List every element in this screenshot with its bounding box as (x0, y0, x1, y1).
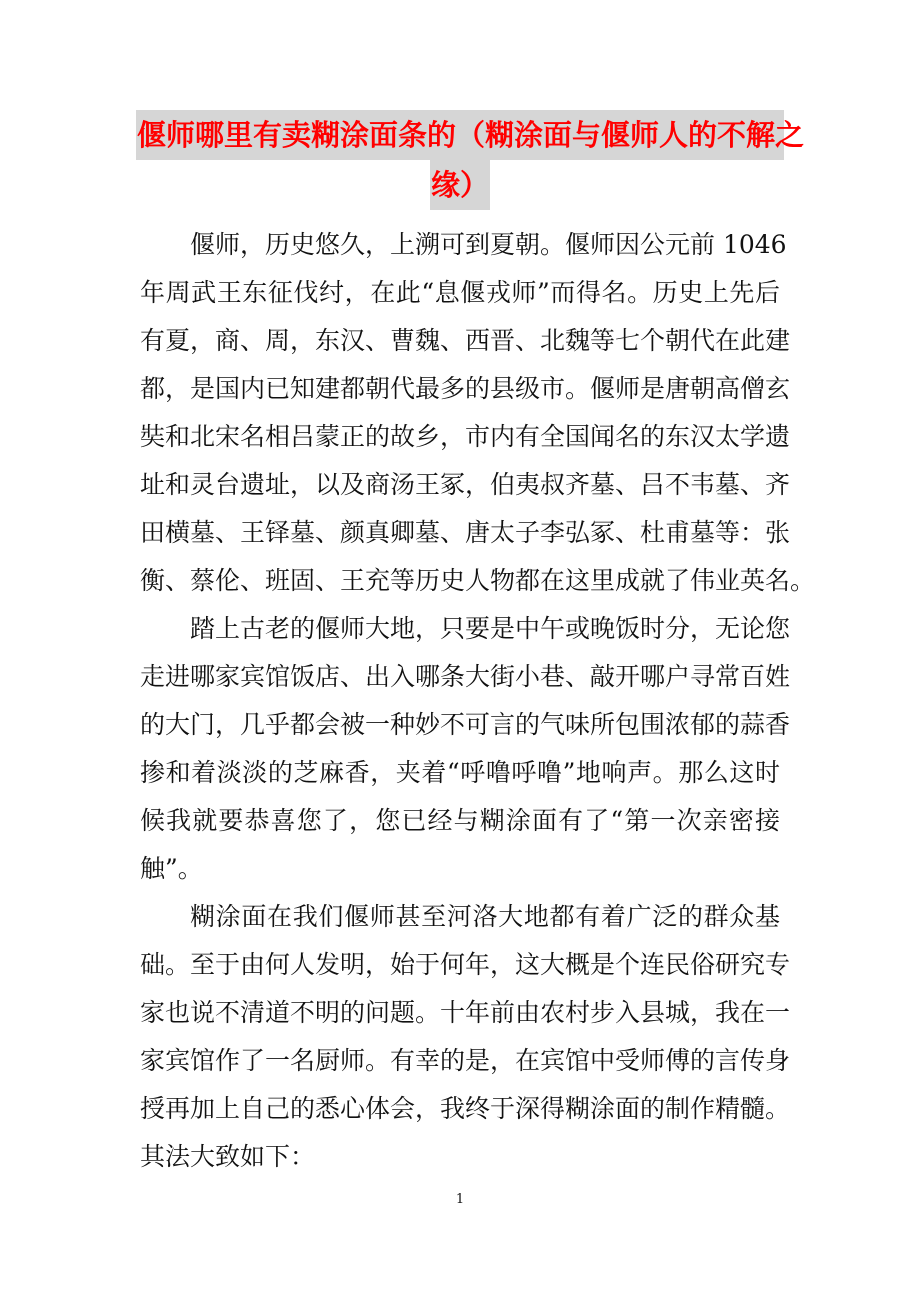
paragraph-line: 衡、蔡伦、班固、王充等历史人物都在这里成就了伟业英名。 (140, 566, 816, 595)
paragraph-line: 年周武王东征伐纣，在此“息偃戎师”而得名。历史上先后 (140, 278, 780, 307)
paragraph-line: 糊涂面在我们偃师甚至河洛大地都有着广泛的群众基 (190, 902, 780, 931)
paragraph-line: 授再加上自己的悉心体会，我终于深得糊涂面的制作精髓。 (140, 1094, 791, 1123)
paragraph (140, 221, 816, 605)
paragraph-line: 的大门，几乎都会被一种妙不可言的气味所包围浓郁的蒜香 (140, 710, 791, 739)
page-number: 1 (455, 1192, 465, 1207)
paragraph-line: 其法大致如下： (140, 1142, 316, 1171)
paragraph-line: 奘和北宋名相吕蒙正的故乡，市内有全国闻名的东汉太学遗 (140, 422, 791, 451)
paragraph-line: 家宾馆作了一名厨师。有幸的是，在宾馆中受师傅的言传身 (140, 1046, 791, 1075)
paragraph-line: 都，是国内已知建都朝代最多的县级市。偃师是唐朝高僧玄 (140, 374, 791, 403)
title-line-2: 缘） (430, 160, 490, 210)
paragraph-line: 田横墓、王铎墓、颜真卿墓、唐太子李弘冢、杜甫墓等：张 (140, 518, 791, 547)
paragraph-line: 家也说不清道不明的问题。十年前由农村步入县城，我在一 (140, 998, 791, 1027)
title-line-1: 偃师哪里有卖糊涂面条的（糊涂面与偃师人的不解之 (136, 110, 784, 160)
paragraph-line: 有夏，商、周，东汉、曹魏、西晋、北魏等七个朝代在此建 (140, 326, 791, 355)
paragraph-line: 候我就要恭喜您了，您已经与糊涂面有了“第一次亲密接 (140, 806, 780, 835)
document-title (0, 110, 920, 210)
paragraph-line: 触”。 (140, 854, 203, 883)
paragraph-line: 偃师，历史悠久，上溯可到夏朝。偃师因公元前 1046 (190, 230, 787, 259)
paragraph (140, 893, 791, 1181)
paragraph-line: 走进哪家宾馆饭店、出入哪条大街小巷、敲开哪户寻常百姓 (140, 662, 791, 691)
paragraph (140, 605, 791, 893)
paragraph-line: 础。至于由何人发明，始于何年，这大概是个连民俗研究专 (140, 950, 791, 979)
document-body (140, 221, 816, 1181)
paragraph-line: 址和灵台遗址，以及商汤王冢，伯夷叔齐墓、吕不韦墓、齐 (140, 470, 791, 499)
paragraph-line: 掺和着淡淡的芝麻香，夹着“呼噜呼噜”地响声。那么这时 (140, 758, 780, 787)
paragraph-line: 踏上古老的偃师大地，只要是中午或晚饭时分，无论您 (190, 614, 791, 643)
